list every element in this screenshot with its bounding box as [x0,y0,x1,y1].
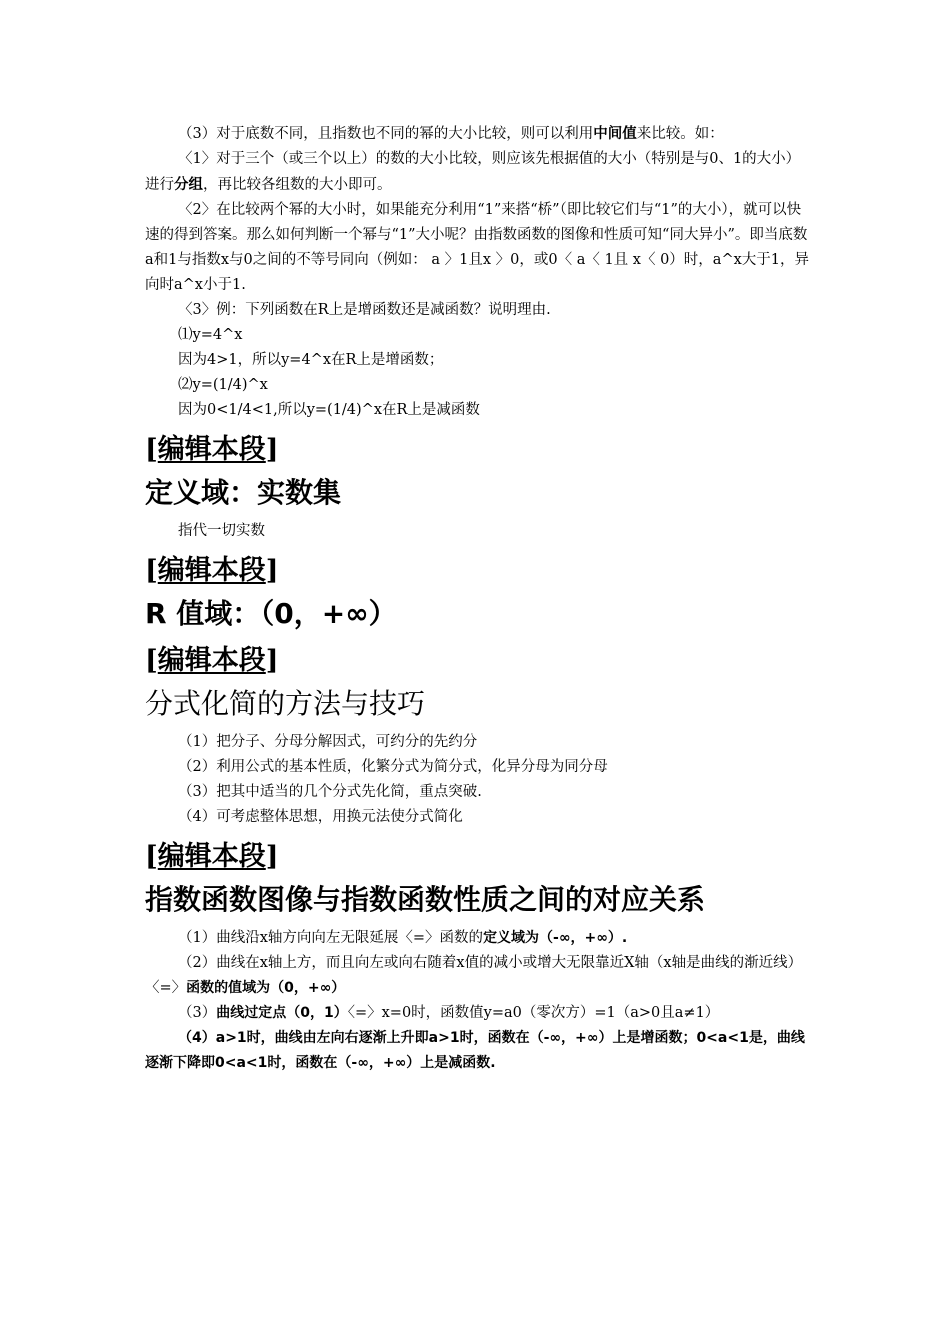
text: 〈1〉对于三个（或三个以上）的数的大小比较，则应该先根据值的大小（特别是与0、1的大小）进行 [145,151,801,193]
example-2: ⑵y=(1/4)^x [178,377,268,393]
bold-text: 函数的值域为（0，+∞） [186,980,346,996]
example-1: ⑴y=4^x [178,327,243,343]
edit-label[interactable]: 编辑本段 [157,645,266,676]
edit-section-link-3[interactable] [145,642,810,680]
edit-label[interactable]: 编辑本段 [157,434,266,465]
bold-text: 曲线过定点（0，1） [216,1005,348,1021]
text: 〈=〉x=0时，函数值y=a0（零次方）=1（a>0且a≠1） [347,1005,720,1021]
heading-fraction: 分式化简的方法与技巧 [145,687,426,720]
document-content [145,121,810,1076]
text: （3） [178,1005,217,1021]
text: 来比较。如： [636,126,724,142]
bracket-close: ] [265,555,279,586]
list-item: （1）把分子、分母分解因式，可约分的先约分 [178,734,478,750]
bracket-open: [ [145,555,158,586]
bracket-close: ] [265,645,279,676]
example-2-reason: 因为0<1/4<1,所以y=(1/4)^x在R上是减函数 [178,402,480,418]
edit-section-link-4[interactable] [145,838,810,876]
bold-text: 定义域为（-∞，+∞）. [483,930,628,946]
bold-text: 分组 [174,176,203,193]
bracket-close: ] [265,841,279,872]
text: （1）曲线沿x轴方向向左无限延展〈=〉函数的 [178,930,484,946]
heading-range: R 值域：（0，+∞） [145,597,397,630]
paragraph-intermediate-value [145,121,810,147]
text: （2）曲线在x轴上方，而且向左或向右随着x值的减小或增大无限靠近X轴（x轴是曲线的渐近线）〈=〉 [145,955,803,996]
paragraph-grouping [145,147,810,198]
graph-item-4: （4）a>1时，曲线由左向右逐渐上升即a>1时，函数在（-∞，+∞）上是增函数；0<a<1是，曲线逐渐下降即0<a<1时，函数在（-∞，+∞）上是减函数. [145,1030,805,1071]
bracket-open: [ [145,645,158,676]
paragraph-domain: 指代一切实数 [178,523,265,539]
text: ，再比较各组数的大小即可。 [203,177,392,193]
text: （3）对于底数不同，且指数也不同的幂的大小比较，则可以利用 [178,126,594,142]
list-item: （2）利用公式的基本性质，化繁分式为简分式，化异分母为同分母 [178,759,608,775]
paragraph-bridge: 〈2〉在比较两个幂的大小时，如果能充分利用“1”来搭“桥”（即比较它们与“1”的大小），就可以快速的得到答案。那么如何判断一个幂与“1”大小呢？由指数函数的图像和性质可知“同大异小”。即当底数a和1与指数x与0之间的不等号同向（例如： a 〉1且x 〉0，或0〈 a〈 1且 x〈 0）时，a^x大于1，异向时a^x小于1. [145,202,810,293]
edit-section-link-2[interactable] [145,552,810,590]
list-item: （4）可考虑整体思想，用换元法使分式简化 [178,809,463,825]
graph-item-1 [145,926,810,951]
list-item: （3）把其中适当的几个分式先化简，重点突破. [178,784,482,800]
graph-item-2 [145,951,810,1001]
heading-graph-properties: 指数函数图像与指数函数性质之间的对应关系 [145,883,706,916]
heading-domain: 定义域：实数集 [145,476,342,509]
bracket-open: [ [145,841,158,872]
example-1-reason: 因为4>1，所以y=4^x在R上是增函数； [178,352,444,368]
paragraph-example: 〈3〉例：下列函数在R上是增函数还是减函数？说明理由. [178,302,551,318]
graph-item-3 [145,1001,810,1026]
edit-label[interactable]: 编辑本段 [157,841,266,872]
bracket-close: ] [265,434,279,465]
edit-label[interactable]: 编辑本段 [157,555,266,586]
edit-section-link-1[interactable] [145,431,810,469]
bold-text: 中间值 [593,125,637,142]
bracket-open: [ [145,434,158,465]
